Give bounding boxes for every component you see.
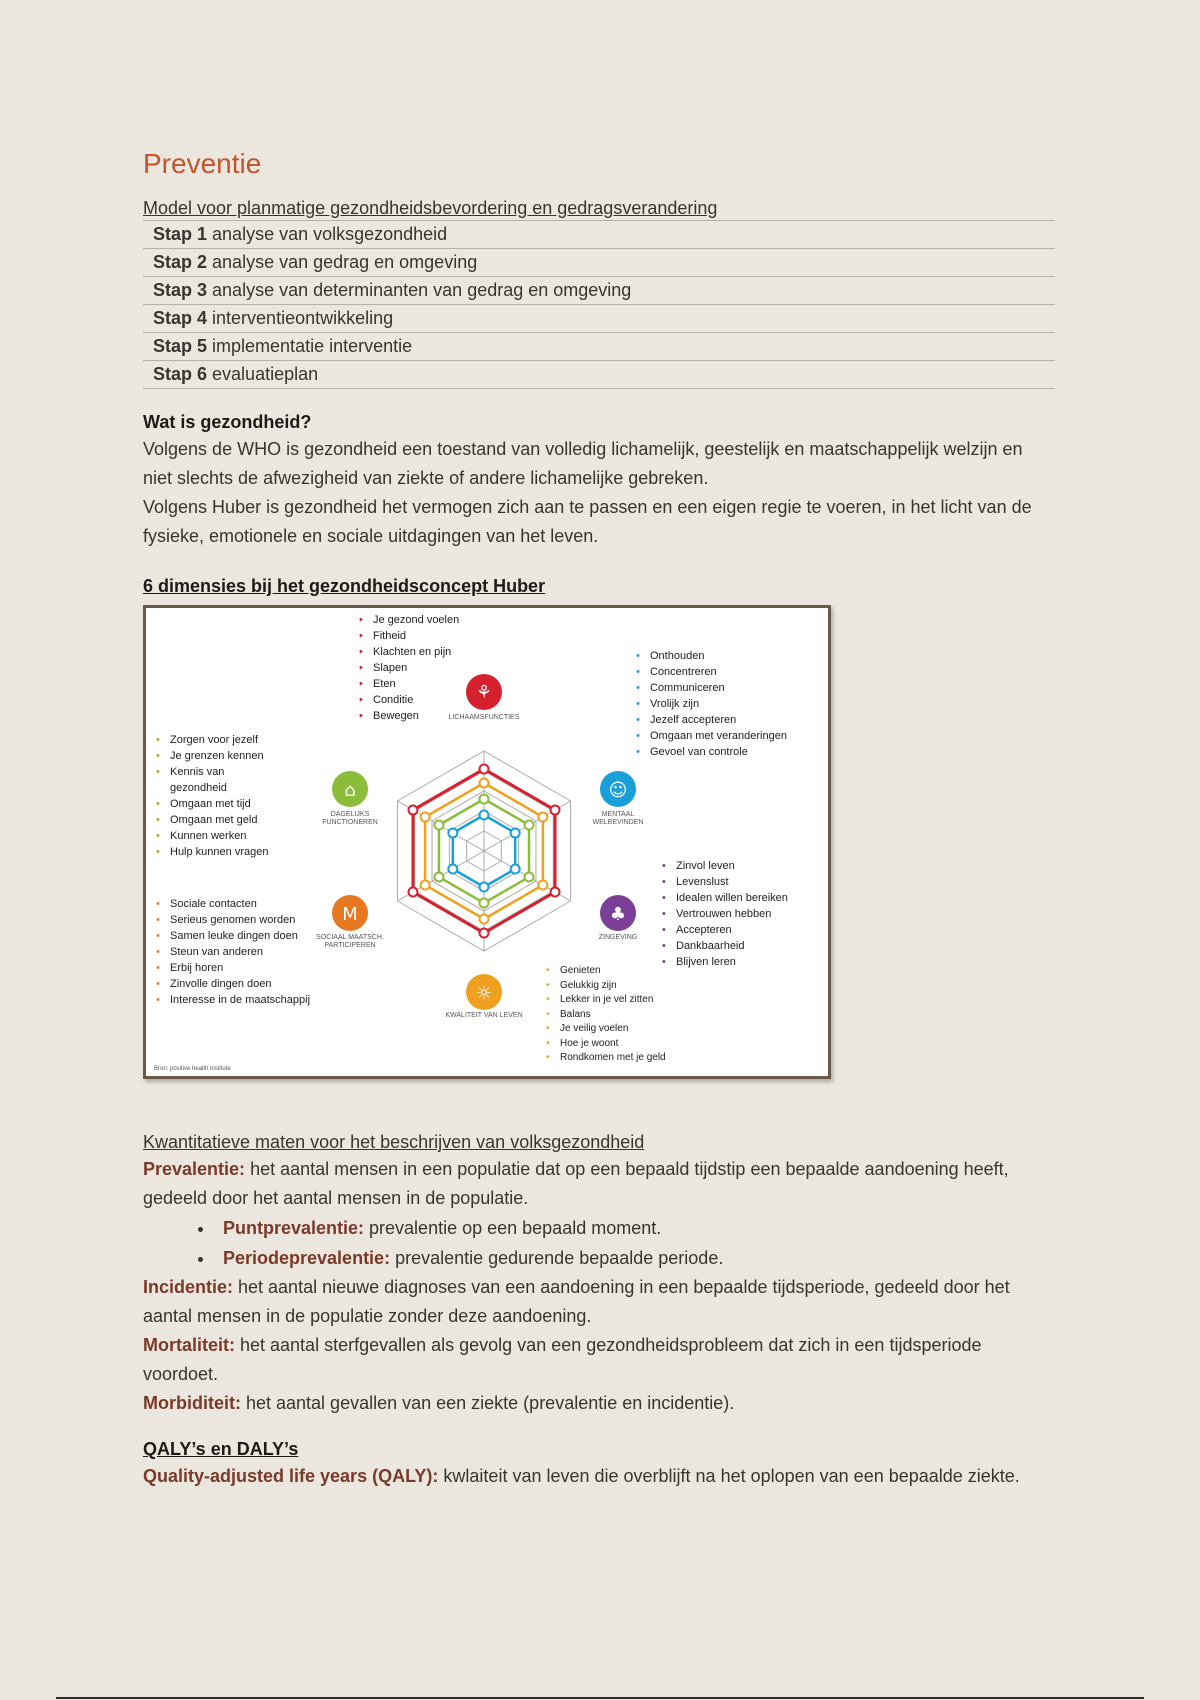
running-icon: ⚘ [475, 682, 493, 703]
list-item: • Zorgen voor jezelf [156, 732, 272, 748]
list-item: • Omgaan met veranderingen [636, 728, 787, 744]
dagelijks-label: DAGELIJKS FUNCTIONEREN [322, 811, 378, 826]
qaly-term: Quality-adjusted life years (QALY): [143, 1466, 439, 1486]
list-item: • Omgaan met geld [156, 812, 272, 828]
list-item: • Zinvolle dingen doen [156, 976, 310, 992]
prevalentie-types [143, 1213, 1055, 1273]
step-row [143, 221, 1055, 249]
list-item: • Steun van anderen [156, 944, 310, 960]
step-row [143, 361, 1055, 389]
incidentie-term: Incidentie: [143, 1277, 234, 1297]
web-node [480, 765, 489, 774]
list-item: • Lekker in je vel zitten [546, 993, 666, 1008]
list-item: • Erbij horen [156, 960, 310, 976]
step-row [143, 333, 1055, 361]
step-text: analyse van volksgezondheid [207, 224, 448, 244]
list-item: • Zinvol leven [662, 858, 788, 874]
quant-heading: Kwantitatieve maten voor het beschrijven van volksgezondheid [143, 1132, 645, 1152]
mentaal-label: MENTAAL WELBEVINDEN [592, 811, 644, 826]
list-item [215, 1243, 1055, 1273]
people-icon: M [342, 904, 358, 925]
morbiditeit-term: Morbiditeit: [143, 1393, 241, 1413]
list-item: • Gevoel van controle [636, 744, 787, 760]
kwaliteit-list [546, 964, 666, 1066]
list-item: • Accepteren [662, 922, 788, 938]
periodeprevalentie-text: prevalentie gedurende bepaalde periode. [390, 1248, 724, 1268]
chair-icon: ⌂ [344, 780, 356, 801]
step-label: Stap 6 [153, 364, 208, 384]
web-node [434, 873, 443, 882]
morbiditeit-text: het aantal gevallen van een ziekte (prevalentie en incidentie). [240, 1393, 735, 1413]
lichaam-list [359, 612, 459, 724]
mentaal-list [636, 648, 787, 760]
list-item: • Eten [359, 676, 459, 692]
list-item: • Concentreren [636, 664, 787, 680]
web-node [408, 888, 417, 897]
lotus-icon: ♣ [609, 904, 627, 925]
step-row [143, 249, 1055, 277]
list-item: • Samen leuke dingen doen [156, 928, 310, 944]
sun-icon: ☼ [475, 983, 493, 1004]
list-item: • Blijven leren [662, 954, 788, 970]
web-node [408, 806, 417, 815]
step-text: analyse van gedrag en omgeving [207, 252, 478, 272]
web-node [525, 821, 534, 830]
step-label: Stap 4 [153, 308, 208, 328]
web-node [551, 888, 560, 897]
list-item: • Gelukkig zijn [546, 979, 666, 994]
prevalentie-term: Prevalentie: [143, 1159, 246, 1179]
step-row [143, 305, 1055, 333]
list-item: • Genieten [546, 964, 666, 979]
qaly-heading: QALY’s en DALY’s [143, 1439, 299, 1459]
zingeving-list [662, 858, 788, 970]
list-item: • Vrolijk zijn [636, 696, 787, 712]
mortaliteit-definition [143, 1331, 1055, 1389]
morbiditeit-definition [143, 1389, 1055, 1418]
step-label: Stap 1 [153, 224, 208, 244]
web-node [480, 883, 489, 892]
web-node [538, 881, 547, 890]
kwaliteit-label: KWALITEIT VAN LEVEN [445, 1012, 523, 1019]
list-item: • Kunnen werken [156, 828, 272, 844]
list-item: • Communiceren [636, 680, 787, 696]
list-item: • Levenslust [662, 874, 788, 890]
page-title: Preventie [143, 148, 262, 179]
list-item: • Fitheid [359, 628, 459, 644]
list-item: • Sociale contacten [156, 896, 310, 912]
dimensions-heading: 6 dimensies bij het gezondheidsconcept Huber [143, 576, 546, 596]
web-node [480, 929, 489, 938]
list-item: • Balans [546, 1008, 666, 1023]
sociaal-label: SOCIAAL MAATSCH. PARTICIPEREN [316, 934, 384, 949]
list-item: • Klachten en pijn [359, 644, 459, 660]
step-text: evaluatieplan [207, 364, 319, 384]
prevalentie-text: het aantal mensen in een populatie dat op een bepaald tijdstip een bepaalde aandoening heeft, gedeeld door het aantal mensen in de populatie. [143, 1159, 1009, 1208]
web-node [551, 806, 560, 815]
qaly-definition [143, 1462, 1055, 1491]
list-item: • Onthouden [636, 648, 787, 664]
document-page [143, 140, 1055, 1491]
list-item [215, 1213, 1055, 1243]
figure-source: Bron: positive health institute [154, 1066, 231, 1072]
list-item: • Conditie [359, 692, 459, 708]
incidentie-definition [143, 1273, 1055, 1331]
list-item: • Je grenzen kennen [156, 748, 272, 764]
footer-line [56, 1697, 1144, 1699]
step-text: interventieontwikkeling [207, 308, 394, 328]
person-icon: ☺ [608, 780, 628, 801]
web-node [421, 813, 430, 822]
list-item: • Serieus genomen worden [156, 912, 310, 928]
dagelijks-list [156, 732, 272, 860]
puntprevalentie-term: Puntprevalentie: [223, 1218, 365, 1238]
step-text: implementatie interventie [207, 336, 413, 356]
steps-table [143, 221, 1055, 389]
qaly-text: kwlaiteit van leven die overblijft na het oplopen van een bepaalde ziekte. [438, 1466, 1020, 1486]
web-node [480, 811, 489, 820]
step-label: Stap 2 [153, 252, 208, 272]
web-node [511, 829, 520, 838]
step-row [143, 277, 1055, 305]
web-node [448, 829, 457, 838]
step-text: analyse van determinanten van gedrag en omgeving [207, 280, 632, 300]
web-node [448, 865, 457, 874]
web-node [538, 813, 547, 822]
web-node [480, 779, 489, 788]
list-item: • Dankbaarheid [662, 938, 788, 954]
prevalentie-definition [143, 1155, 1055, 1213]
incidentie-text: het aantal nieuwe diagnoses van een aandoening in een bepaalde tijdsperiode, gedeeld door het aantal mensen in de populatie zonder deze aandoening. [143, 1277, 1010, 1326]
huber-definition: Volgens Huber is gezondheid het vermogen zich aan te passen en een eigen regie te voeren, in het licht van de fysieke, emotionele en sociale uitdagingen van het leven. [143, 497, 1032, 546]
lichaam-label: LICHAAMSFUNCTIES [448, 714, 520, 721]
periodeprevalentie-term: Periodeprevalentie: [223, 1248, 391, 1268]
list-item: • Hoe je woont [546, 1037, 666, 1052]
mortaliteit-text: het aantal sterfgevallen als gevolg van een gezondheidsprobleem dat zich in een tijdsperiode voordoet. [143, 1335, 982, 1384]
web-node [434, 821, 443, 830]
web-node [525, 873, 534, 882]
puntprevalentie-text: prevalentie op een bepaald moment. [364, 1218, 662, 1238]
web-node [511, 865, 520, 874]
positive-health-figure [143, 605, 831, 1079]
list-item: • Interesse in de maatschappij [156, 992, 310, 1008]
list-item: • Vertrouwen hebben [662, 906, 788, 922]
spider-web [397, 751, 570, 951]
list-item: • Jezelf accepteren [636, 712, 787, 728]
step-label: Stap 5 [153, 336, 208, 356]
list-item: • Hulp kunnen vragen [156, 844, 272, 860]
list-item: • Omgaan met tijd [156, 796, 272, 812]
list-item: • Idealen willen bereiken [662, 890, 788, 906]
list-item: • Bewegen [359, 708, 459, 724]
zingeving-label: ZINGEVING [598, 934, 638, 941]
web-node [480, 795, 489, 804]
health-heading: Wat is gezondheid? [143, 412, 312, 432]
web-node [480, 915, 489, 924]
step-label: Stap 3 [153, 280, 208, 300]
sociaal-list [156, 896, 310, 1008]
web-node [421, 881, 430, 890]
list-item: • Slapen [359, 660, 459, 676]
list-item: • Je veilig voelen [546, 1022, 666, 1037]
list-item: • Je gezond voelen [359, 612, 459, 628]
web-node [480, 899, 489, 908]
list-item: • Rondkomen met je geld [546, 1051, 666, 1066]
model-heading: Model voor planmatige gezondheidsbevordering en gedragsverandering [143, 196, 1055, 221]
who-definition: Volgens de WHO is gezondheid een toestand van volledig lichamelijk, geestelijk en maatschappelijk welzijn en niet slechts de afwezigheid van ziekte of andere lichamelijke gebreken. [143, 439, 1023, 488]
list-item: • Kennis van gezondheid [156, 764, 272, 796]
mortaliteit-term: Mortaliteit: [143, 1335, 235, 1355]
